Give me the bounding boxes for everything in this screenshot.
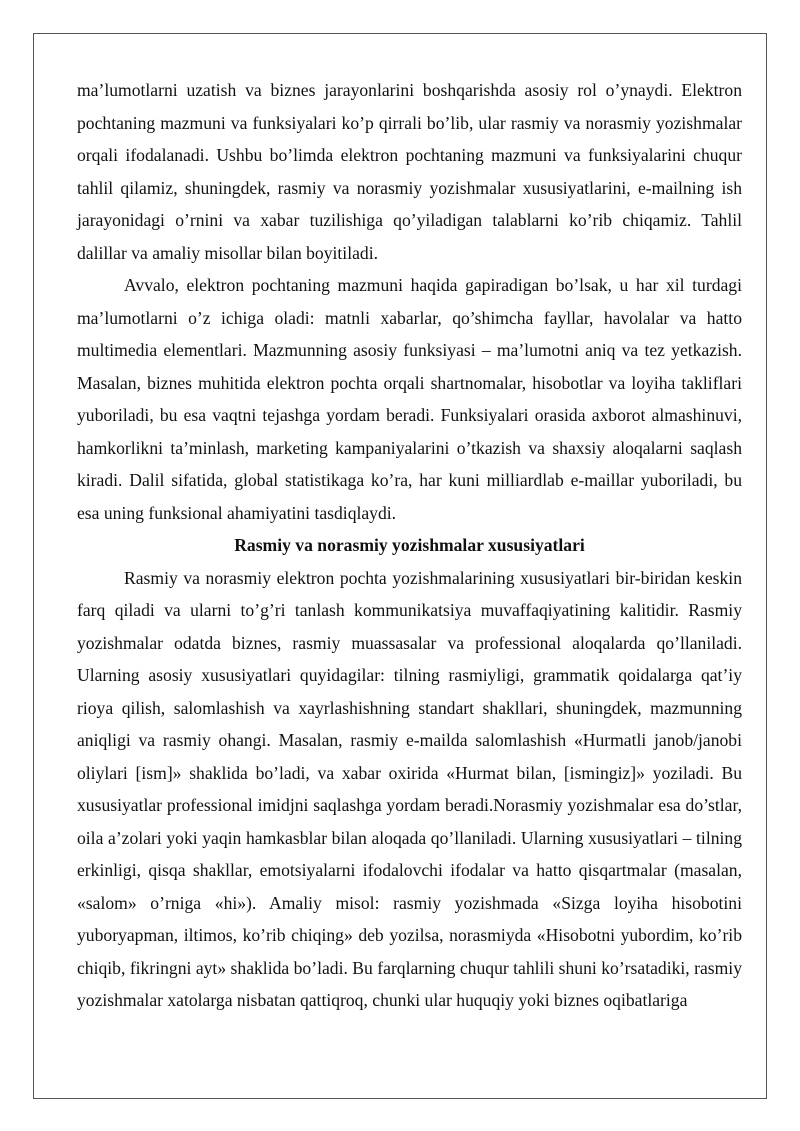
paragraph-intro-continuation: ma’lumotlarni uzatish va biznes jarayonlarini boshqarishda asosiy rol o’ynaydi. Elektron pochtaning mazmuni va funksiyalari ko’p qirrali bo’lib, ular rasmiy va norasmiy yozishmalar orqali ifodalanadi. Ushbu bo’limda elektron pochtaning mazmuni va funksiyalarini chuqur tahlil qilamiz, shuningdek, rasmiy va norasmiy yozishmalar xususiyatlarini, e-mailning ish jarayonidagi o’rnini va xabar tuzilishiga qo’yiladigan talablarni ko’rib chiqamiz. Tahlil dalillar va amaliy misollar bilan boyitiladi. (77, 80, 742, 263)
document-body (77, 74, 742, 1017)
section-heading: Rasmiy va norasmiy yozishmalar xususiyatlari (234, 535, 585, 555)
paragraph-email-content: Avvalo, elektron pochtaning mazmuni haqida gapiradigan bo’lsak, u har xil turdagi ma’lumotlarni o’z ichiga oladi: matnli xabarlar, qo’shimcha fayllar, havolalar va hatto multimedia elementlari. Mazmunning asosiy funksiyasi – ma’lumotni aniq va tez yetkazish. Masalan, biznes muhitida elektron pochta orqali shartnomalar, hisobotlar va loyiha takliflari yuboriladi, bu esa vaqtni tejashga yordam beradi. Funksiyalari orasida axborot almashinuvi, hamkorlikni ta’minlash, marketing kampaniyalarini o’tkazish va shaxsiy aloqalarni saqlash kiradi. Dalil sifatida, global statistikaga ko’ra, har kuni milliardlab e-maillar yuboriladi, bu esa uning funksional ahamiyatini tasdiqlaydi. (77, 275, 742, 523)
paragraph-formal-informal: Rasmiy va norasmiy elektron pochta yozishmalarining xususiyatlari bir-biridan keskin farq qiladi va ularni to’g’ri tanlash kommunikatsiya muvaffaqiyatining kalitidir. Rasmiy yozishmalar odatda biznes, rasmiy muassasalar va professional aloqalarda qo’llaniladi. Ularning asosiy xususiyatlari quyidagilar: tilning rasmiyligi, grammatik qoidalarga qat’iy rioya qilish, salomlashish va xayrlashishning standart shakllari, shuningdek, mazmunning aniqligi va rasmiy ohangi. Masalan, rasmiy e-mailda salomlashish «Hurmatli janob/janobi oliylari [ism]» shaklida bo’ladi, va xabar oxirida «Hurmat bilan, [ismingiz]» yoziladi. Bu xususiyatlar professional imidjni saqlashga yordam beradi.Norasmiy yozishmalar esa do’stlar, oila a’zolari yoki yaqin hamkasblar bilan aloqada qo’llaniladi. Ularning xususiyatlari – tilning erkinligi, qisqa shakllar, emotsiyalarni ifodalovchi ifodalar va hatto qisqartmalar (masalan, «salom» o’rniga «hi»). Amaliy misol: rasmiy yozishmada «Sizga loyiha hisobotini yuboryapman, iltimos, ko’rib chiqing» deb yozilsa, norasmiyda «Hisobotni yubordim, ko’rib chiqib, fikringni ayt» shaklida bo’ladi. Bu farqlarning chuqur tahlili shuni ko’rsatadiki, rasmiy yozishmalar xatolarga nisbatan qattiqroq, chunki ular huquqiy yoki biznes oqibatlariga (77, 567, 742, 1010)
